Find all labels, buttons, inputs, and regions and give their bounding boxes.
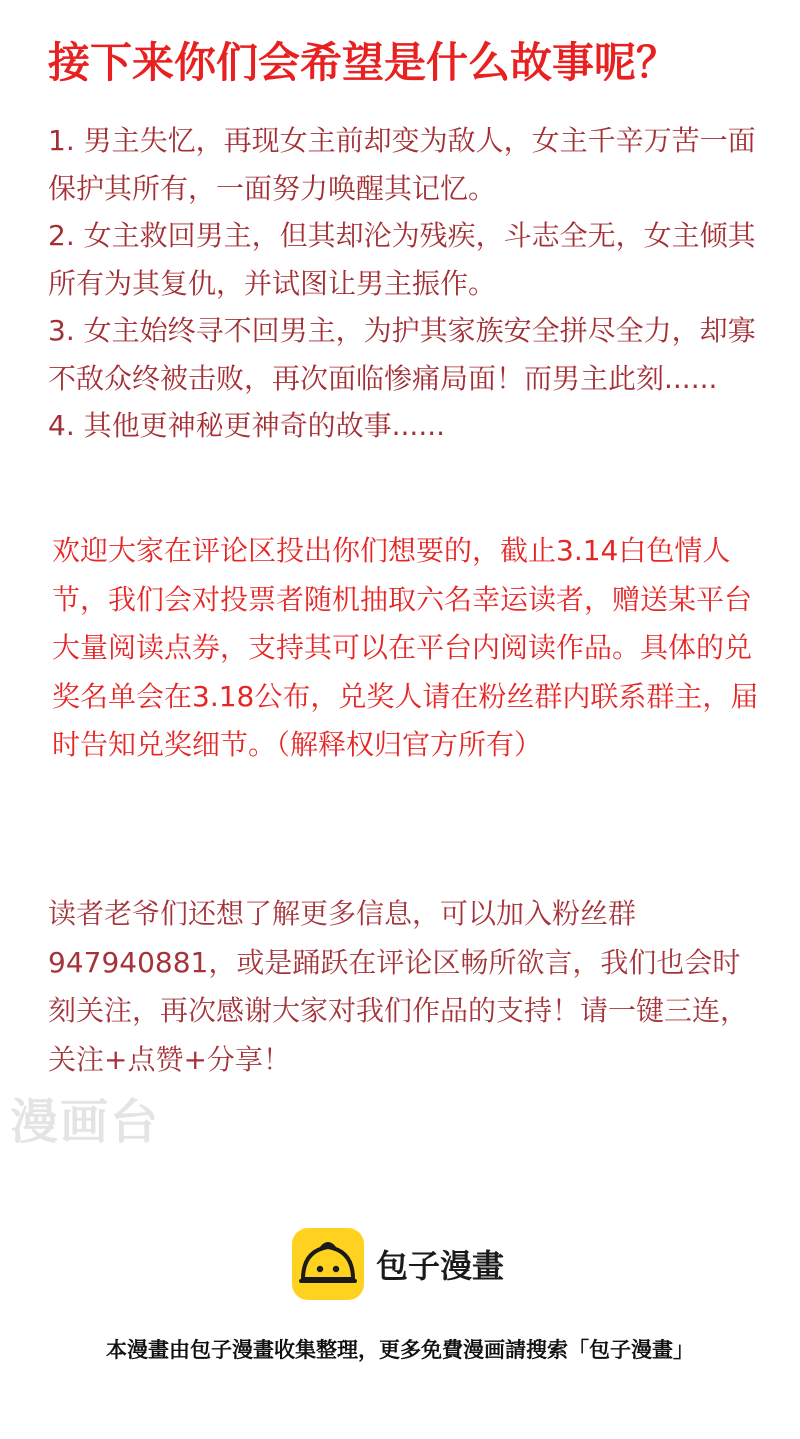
steamed-bun-icon [292, 1228, 364, 1300]
brand-block[interactable] [292, 1228, 504, 1300]
watermark-text: 漫画台 [10, 1094, 161, 1150]
fan-group-message: 读者老爷们还想了解更多信息，可以加入粉丝群947940881，或是踊跃在评论区畅所欲言，我们也会时刻关注，再次感谢大家对我们作品的支持！请一键三连，关注+点赞+分享！ [48, 897, 749, 1076]
story-option: 1. 男主失忆，再现女主前却变为敌人，女主千辛万苦一面保护其所有，一面努力唤醒其记忆。 [48, 124, 756, 205]
page-title: 接下来你们会希望是什么故事呢？ [48, 38, 679, 87]
vote-notice: 欢迎大家在评论区投出你们想要的，截止3.14白色情人节，我们会对投票者随机抽取六名幸运读者，赠送某平台大量阅读点券，支持其可以在平台内阅读作品。具体的兑奖名单会在3.18公布，兑奖人请在粉丝群内联系群主，届时告知兑奖细节。（解释权归官方所有） [52, 534, 759, 761]
footer-note: 本漫畫由包子漫畫收集整理，更多免費漫画請搜索「包子漫畫」 [106, 1338, 694, 1362]
story-options-list [48, 117, 760, 450]
story-option: 3. 女主始终寻不回男主，为护其家族安全拼尽全力，却寡不敌众终被击败，再次面临惨痛局面！而男主此刻...... [48, 314, 756, 395]
story-option: 2. 女主救回男主，但其却沦为残疾，斗志全无，女主倾其所有为其复仇，并试图让男主振作。 [48, 219, 756, 300]
story-option: 4. 其他更神秘更神奇的故事...... [48, 409, 446, 442]
brand-name: 包子漫畫 [376, 1247, 505, 1285]
